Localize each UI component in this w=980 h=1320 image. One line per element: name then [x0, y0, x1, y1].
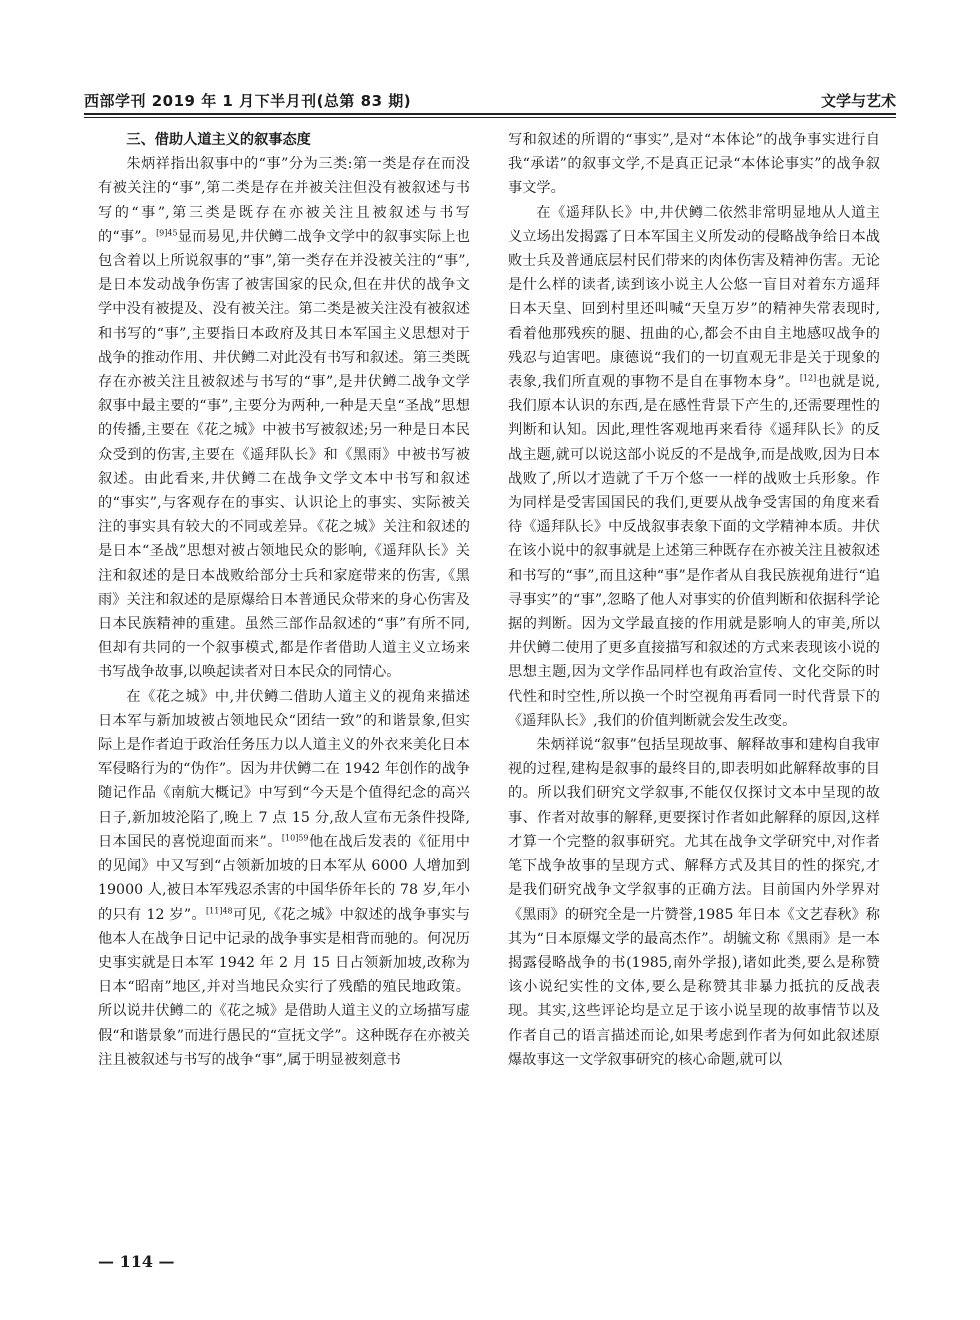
page-number: — 114 —: [98, 1252, 175, 1271]
paragraph-text: 也就是说,我们原本认识的东西,是在感性背景下产生的,还需要理性的判断和认知。因此,理性客观地再来看待《遥拜队长》的反战主题,就可以说这部小说反的不是战争,而是战败,因为日本战败了,所以才造就了千万个悠一一样的战败士兵形象。作为同样是受害国国民的我们,更要从战争受害国的角度来看待《遥拜队长》中反战叙事表象下面的文学精神本质。井伏在该小说中的叙事就是上述第三种既存在亦被关注且被叙述和书写的“事”,而且这种“事”是作者从自我民族视角进行“追寻事实”的“事”,忽略了他人对事实的价值判断和依据科学论据的判断。因为文学最直接的作用就是影响人的审美,所以井伏鳟二使用了更多直接描写和叙述的方式来表现该小说的思想主题,因为文学作品同样也有政治宣传、文化交际的时代性和时空性,所以换一个时空视角再看同一时代背景下的《遥拜队长》,我们的价值判断就会发生改变。: [508, 374, 881, 729]
paragraph: 写和叙述的所谓的“事实”,是对“本体论”的战争事实进行自我“承诺”的叙事文学,不是真正记录“本体论事实”的战争叙事文学。: [508, 132, 880, 197]
paragraph: [508, 201, 880, 733]
header-rule-thick: [84, 113, 896, 115]
paragraph: [98, 152, 470, 684]
paragraph-text: 可见,《花之城》中叙述的战争事实与他本人在战争日记中记录的战争事实是相背而驰的。何况历史事实就是日本军 1942 年 2 月 15 日占领新加坡,改称为日本“昭南”地区,并对当地民众实行了残酷的殖民地政策。所以说井伏鳟二的《花之城》是借助人道主义的立场描写虚假“和谐景象”而进行愚民的“宣抚文学”。这种既存在亦被关注且被叙述与书写的战争“事”,属于明显被刻意书: [98, 906, 471, 1068]
paragraph-text: 朱炳祥指出叙事中的“事”分为三类:第一类是存在而没有被关注的“事”,第二类是存在并被关注但没有被叙述与书写的“事”,第三类是既存在亦被关注且被叙述与书写的“事”。: [98, 156, 470, 245]
section-title: 文学与艺术: [820, 92, 896, 110]
paragraph-text: 显而易见,井伏鳟二战争文学中的叙事实际上也包含着以上所说叙事的“事”,第一类存在并没被关注的“事”,是日本发动战争伤害了被害国家的民众,但在井伏的战争文学中没有被提及、没有被关注。第二类是被关注没有被叙述和书写的“事”,主要指日本政府及其日本军国主义思想对于战争的推动作用、井伏鳟二对此没有书写和叙述。第三类既存在亦被关注且被叙述与书写的“事”,是井伏鳟二战争文学叙事中最主要的“事”,主要分为两种,一种是天皇“圣战”思想的传播,主要在《花之城》中被书写被叙述;另一种是日本民众受到的伤害,主要在《遥拜队长》和《黑雨》中被书写被叙述。由此看来,井伏鳟二在战争文学文本中书写和叙述的“事实”,与客观存在的事实、认识论上的事实、实际被关注的事实具有较大的不同或差异。《花之城》关注和叙述的是日本“圣战”思想对被占领地民众的影响,《遥拜队长》关注和叙述的是日本战败给部分士兵和家庭带来的伤害,《黑雨》关注和叙述的是原爆给日本普通民众带来的身心伤害及日本民族精神的重建。虽然三部作品叙述的“事”有所不同,但却有共同的一个叙事模式,都是作者借助人道主义立场来书写战争故事,以唤起读者对日本民众的同情心。: [98, 228, 470, 681]
right-column: [508, 128, 880, 1072]
left-column: [98, 128, 470, 1072]
section-heading: 三、借助人道主义的叙事态度: [126, 132, 311, 148]
paragraph-text: 他在战后发表的《征用中的见闻》中又写到“占领新加坡的日本军从 6000 人增加到 19000 人,被日本军残忍杀害的中国华侨年长的 78 岁,年小的只有 12 岁”。: [98, 833, 470, 923]
paragraph-text: 在《花之城》中,井伏鳟二借助人道主义的视角来描述日本军与新加坡被占领地民众“团结一致”的和谐景象,但实际上是作者迫于政治任务压力以人道主义的外衣来美化日本军侵略行为的“伪作”。因为井伏鳟二在 1942 年创作的战争随记作品《南航大概记》中写到“今天是个值得纪念的高兴日子,新加坡沦陷了,晚上 7 点 15 分,敌人宣布无条件投降,日本国民的喜悦迎面而来”。: [98, 688, 470, 850]
journal-title: 西部学刊 2019 年 1 月下半月刊(总第 83 期): [84, 92, 412, 110]
citation: [10]59: [281, 833, 309, 843]
paragraph: 朱炳祥说“叙事”包括呈现故事、解释故事和建构自我审视的过程,建构是叙事的最终目的,即表明如此解释故事的目的。所以我们研究文学叙事,不能仅仅探讨文本中呈现的故事、作者对故事的解释,更要探讨作者如此解释的原因,这样才算一个完整的叙事研究。尤其在战争文学研究中,对作者笔下战争故事的呈现方式、解释方式及其目的性的探究,才是我们研究战争文学叙事的正确方法。目前国内外学界对《黑雨》的研究全是一片赞誉,1985 年日本《文艺春秋》称其为“日本原爆文学的最高杰作”。胡毓文称《黑雨》是一本揭露侵略战争的书(1985,南外学报),诸如此类,要么是称赞该小说纪实性的文体,要么是称赞其非暴力抵抗的反战表现。其实,这些评论均是立足于该小说呈现的故事情节以及作者自己的语言描述而论,如果考虑到作者为何如此叙述原爆故事这一文学叙事研究的核心命题,就可以: [508, 737, 880, 1068]
paragraph: [98, 685, 470, 1072]
running-header: [84, 86, 896, 112]
citation: [12]: [799, 373, 817, 383]
citation: [11]48: [206, 905, 233, 915]
header-rule-thin: [84, 117, 896, 118]
citation: [9]45: [156, 228, 178, 238]
paragraph-text: 在《遥拜队长》中,井伏鳟二依然非常明显地从人道主义立场出发揭露了日本军国主义所发动的侵略战争给日本战败士兵及普通底层村民们带来的肉体伤害及精神伤害。无论是什么样的读者,读到该小说主人公悠一盲目对着东方遥拜日本天皇、回到村里还叫喊“天皇万岁”的精神失常表现时,看着他那残疾的腿、扭曲的心,都会不由自主地感叹战争的残忍与迫害吧。康德说“我们的一切直观无非是关于现象的表象,我们所直观的事物不是自在事物本身”。: [508, 204, 880, 391]
